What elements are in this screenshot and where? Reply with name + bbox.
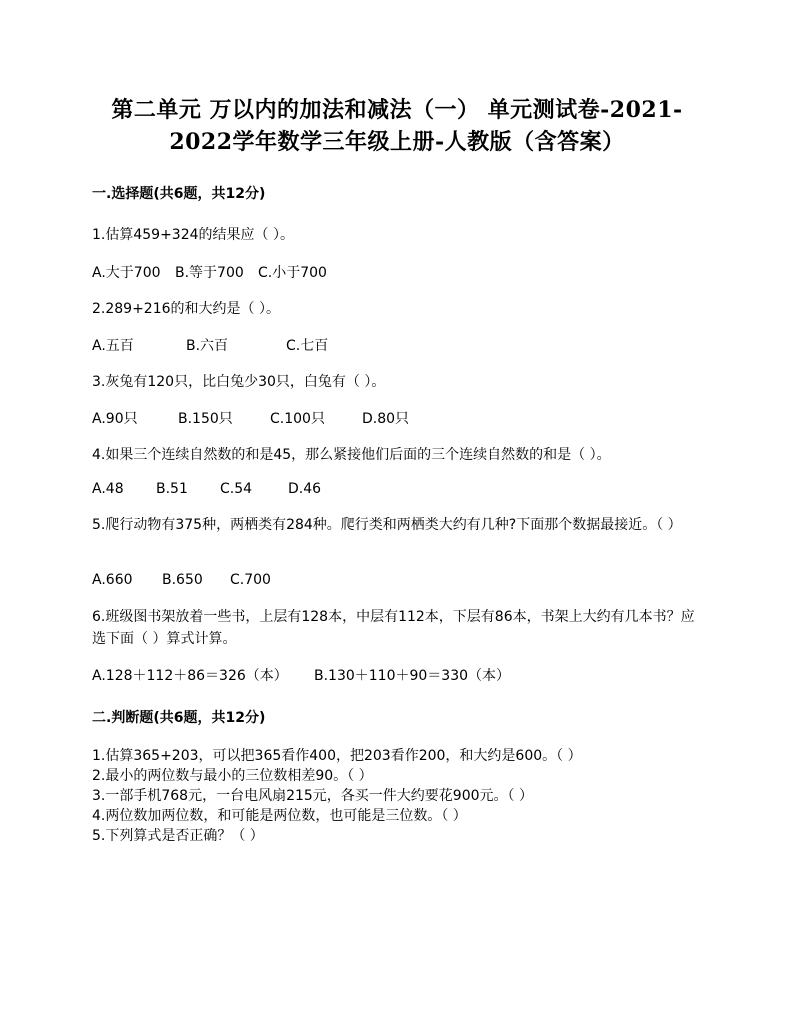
judge-item-1: 1.估算365+203，可以把365看作400，把203看作200，和大约是600。（ ） <box>92 748 582 764</box>
option-b: B.六百 <box>186 338 229 354</box>
option-b: B.130＋110＋90＝330（本） <box>314 668 511 684</box>
question-3-options <box>92 408 409 428</box>
judge-item-4: 4.两位数加两位数，和可能是两位数，也可能是三位数。（ ） <box>92 808 467 824</box>
section-heading-choice: 一.选择题(共6题，共12分) <box>92 186 266 202</box>
option-a: A.大于700 <box>92 265 161 281</box>
option-a: A.128＋112＋86＝326（本） <box>92 668 288 684</box>
question-4: 4.如果三个连续自然数的和是45，那么紧接他们后面的三个连续自然数的和是（ ）。 <box>92 447 611 463</box>
question-3: 3.灰兔有120只，比白兔少30只，白兔有（ ）。 <box>92 374 386 390</box>
document-title <box>60 94 734 158</box>
question-5: 5.爬行动物有375种，两栖类有284种。爬行类和两栖类大约有几种?下面那个数据最接近。（ ） <box>92 517 682 533</box>
question-1-options <box>92 262 327 282</box>
option-a: A.48 <box>92 481 124 497</box>
option-c: C.100只 <box>270 411 325 427</box>
option-b: B.150只 <box>178 411 233 427</box>
option-b: B.650 <box>162 572 203 588</box>
question-6-options <box>92 665 510 685</box>
section-heading-judge: 二.判断题(共6题，共12分) <box>92 710 266 726</box>
option-c: C.700 <box>230 572 271 588</box>
option-d: D.46 <box>288 481 322 497</box>
judge-list <box>92 746 582 846</box>
question-2-options <box>92 335 328 355</box>
question-2: 2.289+216的和大约是（ ）。 <box>92 301 280 317</box>
option-b: B.51 <box>156 481 188 497</box>
option-b: B.等于700 <box>175 265 244 281</box>
question-1: 1.估算459+324的结果应（ ）。 <box>92 227 294 243</box>
title-line-2: 2022学年数学三年级上册-人教版（含答案） <box>169 129 625 155</box>
question-6: 6.班级图书架放着一些书，上层有128本，中层有112本，下层有86本，书架上大约有几本书？应选下面（ ）算式计算。 <box>92 609 695 647</box>
option-a: A.90只 <box>92 411 138 427</box>
judge-item-2: 2.最小的两位数与最小的三位数相差90。（ ） <box>92 768 373 784</box>
option-c: C.54 <box>220 481 253 497</box>
option-d: D.80只 <box>362 411 410 427</box>
option-a: A.660 <box>92 572 133 588</box>
question-4-options <box>92 481 321 497</box>
question-5-options <box>92 572 271 588</box>
option-c: C.小于700 <box>258 265 327 281</box>
judge-item-3: 3.一部手机768元，一台电风扇215元，各买一件大约要花900元。（ ） <box>92 788 533 804</box>
judge-item-5: 5.下列算式是否正确？（ ） <box>92 828 264 844</box>
option-a: A.五百 <box>92 338 134 354</box>
option-c: C.七百 <box>286 338 329 354</box>
title-line-1: 第二单元 万以内的加法和减法（一） 单元测试卷-2021- <box>111 97 683 123</box>
